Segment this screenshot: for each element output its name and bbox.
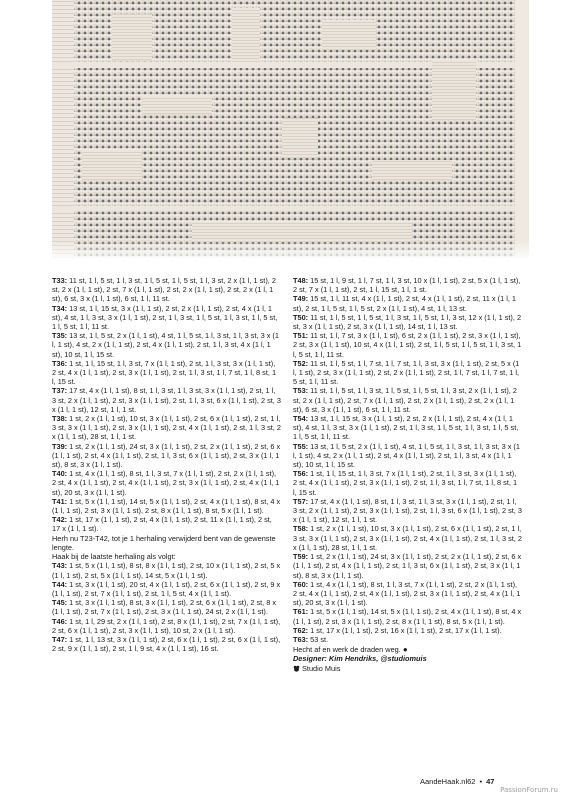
row-text: 1 st, 4 x (1 l, 1 st), 8 st, 1 l, 3 st, 7 x (1 l, 1 st), 2 st, 2 x (1 l, 1 st), 2 st, 4 x (1 l, 1 st), 2 st, 4 x (1 l, 1 st), 2 st, 3 x (1 l, 1 st), 2 st, 4 x (1 l, 1 st), 20 st, 3 x (1 l, 1 st). [52, 469, 280, 497]
pattern-row [293, 552, 522, 580]
row-label: T63: [293, 634, 309, 644]
photo-motif-block [232, 8, 260, 62]
pattern-row [52, 497, 281, 515]
studio-credit [293, 664, 522, 673]
row-text: 1 st, 1 l, 13 st, 3 x (1 l, 1 st), 2 st, 6 x (1 l, 1 st), 2 st, 6 x (1 l, 1 st), 2 st, 9 x (1 l, 1 st), 2 st, 1 l, 9 st, 4 x (1 l, 1 st), 16 st. [52, 634, 281, 654]
pattern-row [293, 276, 522, 294]
row-label: T43: [52, 561, 68, 571]
row-text: 1 st, 4 x (1 l, 1 st), 8 st, 1 l, 3 st, 7 x (1 l, 1 st), 2 st, 2 x (1 l, 1 st), 2 st, 4 x (1 l, 1 st), 2 st, 4 x (1 l, 1 st), 2 st, 3 x (1 l, 1 st), 2 st, 4 x (1 l, 1 st), 20 st, 3 x (1 l, 1 st). [293, 579, 521, 608]
row-label: T42: [52, 515, 68, 525]
pattern-column-right [293, 276, 522, 673]
photo-solid-row [52, 206, 529, 211]
row-label: T53: [293, 386, 309, 396]
row-text: 13 st, 1 l, 5 st, 2 x (1 l, 1 st), 4 st, 1 l, 5 st, 1 l, 3 st, 1 l, 3 st, 3 x (1 l, 1 st), 4 st, 2 x (1 l, 1 st), 2 st, 4 x (1 l, 1 st), 2 st, 1 l, 3 st, 4 x (1 l, 1 st), 10 st, 1 l, 15 st. [293, 441, 520, 470]
row-text: 1 st, 1 l, 15 st, 1 l, 3 st, 7 x (1 l, 1 st), 2 st, 1 l, 3 st, 3 x (1 l, 1 st), 2 st, 4 x (1 l, 1 st), 2 st, 3 x (1 l, 1 st), 2 st, 1 l, 3 st, 1 l, 7 st, 1 l, 8 st, 1 l, 15 st. [52, 358, 277, 387]
photo-motif-block [82, 150, 142, 180]
row-label: T47: [52, 634, 68, 644]
footer-bullet: • [479, 777, 483, 786]
pattern-row [52, 580, 281, 598]
row-label: T36: [52, 358, 68, 368]
row-text: 1 st, 5 x (1 l, 1 st), 14 st, 5 x (1 l, 1 st), 2 st, 4 x (1 l, 1 st), 8 st, 4 x (1 l, 1 st), 2 st, 3 x (1 l, 1 st), 2 st, 8 x (1 l, 1 st), 8 st, 5 x (1 l, 1 st). [293, 607, 522, 626]
pattern-row [52, 331, 281, 359]
row-label: T46: [52, 616, 68, 626]
row-label: T39: [52, 441, 68, 451]
end-bullet-icon: ● [402, 645, 408, 655]
pattern-row [52, 561, 281, 579]
footer-site: AandeHaak.nl62 [420, 777, 476, 786]
row-text: 15 st, 1 l, 9 st, 1 l, 7 st, 1 l, 3 st, 10 x (1 l, 1 st), 2 st, 5 x (1 l, 1 st), 2 st, 7 x (1 l, 1 st), 2 st, 1 l, 15 st, 1 l, 1 st. [293, 276, 521, 295]
row-text: Haak bij de laatste herhaling als volgt: [52, 552, 176, 562]
row-text: 13 st, 1 l, 15 st, 3 x (1 l, 1 st), 2 st, 2 x (1 l, 1 st), 2 st, 4 x (1 l, 1 st), 4 st, 1 l, 3 st, 3 x (1 l, 1 st), 2 st, 1 l, 3 st, 1 l, 5 st, 1 l, 3 st, 1 l, 5 st, 1 l, 5 st, 1 l, 11 st. [293, 414, 519, 442]
photo-motif-block [282, 118, 318, 158]
page-number: 47 [486, 777, 495, 786]
pattern-row [52, 304, 281, 332]
row-text: 17 st, 4 x (1 l, 1 st), 8 st, 1 l, 3 st, 1 l, 3 st, 3 x (1 l, 1 st), 2 st, 1 l, 3 st, 2 x (1 l, 1 st), 2 st, 3 x (1 l, 1 st), 2 st, 1 l, 3 st, 6 x (1 l, 1 st), 2 st, 3 x (1 l, 1 st), 12 st, 1 l, 1 st. [293, 496, 522, 525]
pattern-row [293, 469, 522, 497]
pattern-row [293, 294, 522, 312]
row-text: 17 st, 4 x (1 l, 1 st), 8 st, 1 l, 3 st, 1 l, 3 st, 3 x (1 l, 1 st), 2 st, 1 l, 3 st, 2 x (1 l, 1 st), 2 st, 3 x (1 l, 1 st), 2 st, 1 l, 3 st, 6 x (1 l, 1 st), 2 st, 3 x (1 l, 1 st), 12 st, 1 l, 1 st. [52, 386, 281, 414]
row-text: 1 st, 17 x (1 l, 1 st), 2 st, 16 x (1 l, 1 st), 2 st, 17 x (1 l, 1 st). [308, 625, 502, 635]
row-text: 15 st, 1 l, 11 st, 4 x (1 l, 1 st), 2 st, 4 x (1 l, 1 st), 2 st, 11 x (1 l, 1 st), 2 st, 1 l, 5 st, 1 l, 5 st, 2 x (1 l, 1 st), 4 st, 1 l, 13 st. [293, 294, 516, 313]
row-text: 11 st, 1 l, 5 st, 1 l, 3 st, 1 l, 5 st, 1 l, 5 st, 1 l, 3 st, 2 x (1 l, 1 st), 2 st, 2 x (1 l, 1 st), 2 st, 7 x (1 l, 1 st), 2 st, 2 x (1 l, 1 st), 2 st, 2 x (1 l, 1 st), 6 st, 3 x (1 l, 1 st), 6 st, 1 l, 11 st. [52, 276, 276, 304]
pattern-row [293, 626, 522, 635]
row-text: 1 st, 3 x (1 l, 1 st), 20 st, 4 x (1 l, 1 st), 2 st, 6 x (1 l, 1 st), 2 st, 9 x (1 l, 1 st), 2 st, 7 x (1 l, 1 st), 2 st, 1 l, 5 st, 4 x (1 l, 1 st). [52, 579, 281, 598]
photo-motif-block [432, 60, 476, 120]
pattern-rows-right [293, 276, 522, 644]
row-text: 13 st, 1 l, 15 st, 3 x (1 l, 1 st), 2 st, 2 x (1 l, 1 st), 2 st, 4 x (1 l, 1 st), 4 st, 1 l, 3 st, 3 x (1 l, 1 st), 2 st, 1 l, 3 st, 1 l, 5 st, 1 l, 3 st, 1 l, 5 st, 1 l, 5 st, 1 l, 11 st. [52, 303, 278, 332]
pattern-row [293, 607, 522, 625]
pattern-row [293, 414, 522, 442]
row-label: T51: [293, 331, 309, 341]
row-text: 1 st, 2 x (1 l, 1 st), 24 st, 3 x (1 l, 1 st), 2 st, 2 x (1 l, 1 st), 2 st, 6 x (1 l, 1 st), 2 st, 4 x (1 l, 1 st), 2 st, 1 l, 3 st, 6 x (1 l, 1 st), 2 st, 3 x (1 l, 1 st), 8 st, 3 x (1 l, 1 st). [293, 552, 522, 580]
photo-motif-block [142, 96, 212, 114]
row-text: 1 st, 2 x (1 l, 1 st), 10 st, 3 x (1 l, 1 st), 2 st, 6 x (1 l, 1 st), 2 st, 1 l, 3 st, 3 x (1 l, 1 st), 2 st, 3 x (1 l, 1 st), 2 st, 4 x (1 l, 1 st), 2 st, 1 l, 3 st, 2 x (1 l, 1 st), 28 st, 1 l, 1 st. [293, 524, 522, 552]
pattern-row [293, 580, 522, 608]
row-label: T40: [52, 469, 68, 479]
row-label: T45: [52, 598, 68, 608]
pattern-row [293, 313, 522, 331]
photo-right-border [515, 0, 529, 258]
pattern-row [293, 635, 522, 644]
pattern-row [293, 497, 522, 525]
mouse-logo-icon [293, 665, 300, 672]
row-text: 1 st, 3 x (1 l, 1 st), 8 st, 3 x (1 l, 1 st), 2 st, 6 x (1 l, 1 st), 2 st, 8 x (1 l, 1 st), 2 st, 7 x (1 l, 1 st), 2 st, 3 x (1 l, 1 st), 24 st, 2 x (1 l, 1 st). [52, 598, 277, 617]
photo-motif-block [112, 14, 152, 60]
row-label: T62: [293, 625, 309, 635]
row-text: 11 st, 1 l, 5 st, 1 l, 5 st, 1 l, 3 st, 1 l, 5 st, 1 l, 3 st, 12 x (1 l, 1 st), 2 st, 3 x (1 l, 1 st), 2 st, 3 x (1 l, 1 st), 14 st, 1 l, 13 st. [293, 312, 522, 332]
row-label: T37: [52, 386, 68, 396]
pattern-row [293, 524, 522, 552]
row-label: T55: [293, 441, 309, 451]
pattern-row [52, 359, 281, 387]
row-label: T35: [52, 331, 68, 341]
pattern-instruction [52, 552, 281, 561]
pattern-row [52, 386, 281, 414]
row-label: T60: [293, 579, 309, 589]
finishing-text: Hecht af en werk de draden weg. [293, 645, 401, 655]
studio-name: Studio Muis [302, 663, 341, 673]
photo-motif-block [322, 20, 376, 50]
row-label: T57: [293, 496, 309, 506]
pattern-instruction [52, 534, 281, 552]
pattern-row [52, 515, 281, 533]
row-label: T54: [293, 414, 309, 424]
pattern-row [52, 635, 281, 653]
row-label: T41: [52, 496, 68, 506]
row-label: T38: [52, 414, 68, 424]
pattern-row [52, 598, 281, 616]
row-text: 11 st, 1 l, 5 st, 1 l, 3 st, 1 l, 5 st, 1 l, 5 st, 1 l, 3 st, 2 x (1 l, 1 st), 2 st, 2 x (1 l, 1 st), 2 st, 7 x (1 l, 1 st), 2 st, 2 x (1 l, 1 st), 2 st, 2 x (1 l, 1 st), 6 st, 3 x (1 l, 1 st), 6 st, 1 l, 11 st. [293, 386, 517, 414]
row-label: T59: [293, 552, 309, 562]
row-label: T50: [293, 312, 309, 322]
pattern-row [52, 469, 281, 497]
row-label: T44: [52, 579, 68, 589]
pattern-row [52, 414, 281, 442]
finishing-note [293, 645, 522, 654]
row-text: 1 st, 1 l, 15 st, 1 l, 3 st, 7 x (1 l, 1 st), 2 st, 1 l, 3 st, 3 x (1 l, 1 st), 2 st, 4 x (1 l, 1 st), 2 st, 3 x (1 l, 1 st), 2 st, 1 l, 3 st, 1 l, 7 st, 1 l, 8 st, 1 l, 15 st. [293, 469, 518, 497]
row-text: Herh nu T23-T42, tot je 1 herhaling verwijderd bent van de gewenste lengte. [52, 533, 276, 552]
crochet-photo [52, 0, 529, 258]
row-label: T33: [52, 276, 68, 285]
row-text: 13 st, 1 l, 5 st, 2 x (1 l, 1 st), 4 st, 1 l, 5 st, 1 l, 3 st, 1 l, 3 st, 3 x (1 l, 1 st), 4 st, 2 x (1 l, 1 st), 2 st, 4 x (1 l, 1 st), 2 st, 1 l, 3 st, 4 x (1 l, 1 st), 10 st, 1 l, 15 st. [52, 331, 279, 359]
row-text: 11 st, 1 l, 7 st, 3 x (1 l, 1 st), 6 st, 2 x (1 l, 1 st), 2 st, 3 x (1 l, 1 st), 2 st, 3 x (1 l, 1 st), 10 st, 4 x (1 l, 1 st), 2 st, 1 l, 5 st, 1 l, 5 st, 1 l, 3 st, 1 l, 5 st, 1 l, 11 st. [293, 331, 522, 359]
pattern-row [52, 276, 281, 304]
row-label: T49: [293, 294, 309, 304]
row-label: T34: [52, 303, 68, 313]
row-text: 1 st, 5 x (1 l, 1 st), 14 st, 5 x (1 l, 1 st), 2 st, 4 x (1 l, 1 st), 8 st, 4 x (1 l, 1 st), 2 st, 3 x (1 l, 1 st), 2 st, 8 x (1 l, 1 st), 8 st, 5 x (1 l, 1 st). [52, 496, 281, 516]
photo-motif-block [372, 160, 452, 180]
designer-credit: Designer: Kim Hendriks, @studiomuis [293, 654, 427, 664]
row-label: T52: [293, 358, 309, 368]
row-text: 53 st. [308, 634, 329, 644]
row-text: 1 st, 2 x (1 l, 1 st), 10 st, 3 x (1 l, 1 st), 2 st, 6 x (1 l, 1 st), 2 st, 1 l, 3 st, 3 x (1 l, 1 st), 2 st, 3 x (1 l, 1 st), 2 st, 4 x (1 l, 1 st), 2 st, 1 l, 3 st, 2 x (1 l, 1 st), 28 st, 1 l, 1 st. [52, 414, 281, 442]
row-text: 1 st, 1 l, 29 st, 2 x (1 l, 1 st), 2 st, 8 x (1 l, 1 st), 2 st, 7 x (1 l, 1 st), 2 st, 6 x (1 l, 1 st), 2 st, 3 x (1 l, 1 st), 10 st, 2 x (1 l, 1 st). [52, 616, 281, 635]
watermark: PassionForum.ru [500, 786, 558, 794]
pattern-row [293, 386, 522, 414]
pattern-row [293, 359, 522, 387]
photo-left-border [52, 0, 74, 258]
row-label: T61: [293, 607, 309, 617]
row-label: T56: [293, 469, 309, 479]
row-text: 1 st, 2 x (1 l, 1 st), 24 st, 3 x (1 l, 1 st), 2 st, 2 x (1 l, 1 st), 2 st, 6 x (1 l, 1 st), 2 st, 4 x (1 l, 1 st), 2 st, 1 l, 3 st, 6 x (1 l, 1 st), 2 st, 3 x (1 l, 1 st), 8 st, 3 x (1 l, 1 st). [52, 441, 281, 470]
pattern-column-left [52, 276, 281, 653]
row-label: T48: [293, 276, 309, 285]
row-text: 1 st, 17 x (1 l, 1 st), 2 st, 4 x (1 l, 1 st), 2 st, 11 x (1 l, 1 st), 2 st, 17 x (1 l, 1 st). [52, 515, 272, 534]
pattern-row [52, 617, 281, 635]
row-text: 1 st, 5 x (1 l, 1 st), 8 st, 8 x (1 l, 1 st), 2 st, 10 x (1 l, 1 st), 2 st, 5 x (1 l, 1 st), 2 st, 5 x (1 l, 1 st), 14 st, 5 x (1 l, 1 st). [52, 561, 281, 580]
row-label: T58: [293, 524, 309, 534]
photo-motif-block [192, 222, 412, 242]
row-text: 11 st, 1 l, 5 st, 1 l, 7 st, 1 l, 7 st, 1 l, 3 st, 3 x (1 l, 1 st), 2 st, 5 x (1 l, 1 st), 2 st, 3 x (1 l, 1 st), 2 st, 2 x (1 l, 1 st), 2 st, 1 l, 7 st, 1 l, 7 st, 1 l, 5 st, 1 l, 11 st. [293, 358, 520, 387]
pattern-row [293, 331, 522, 359]
pattern-row [293, 442, 522, 470]
pattern-row [52, 442, 281, 470]
page-footer [420, 777, 494, 786]
